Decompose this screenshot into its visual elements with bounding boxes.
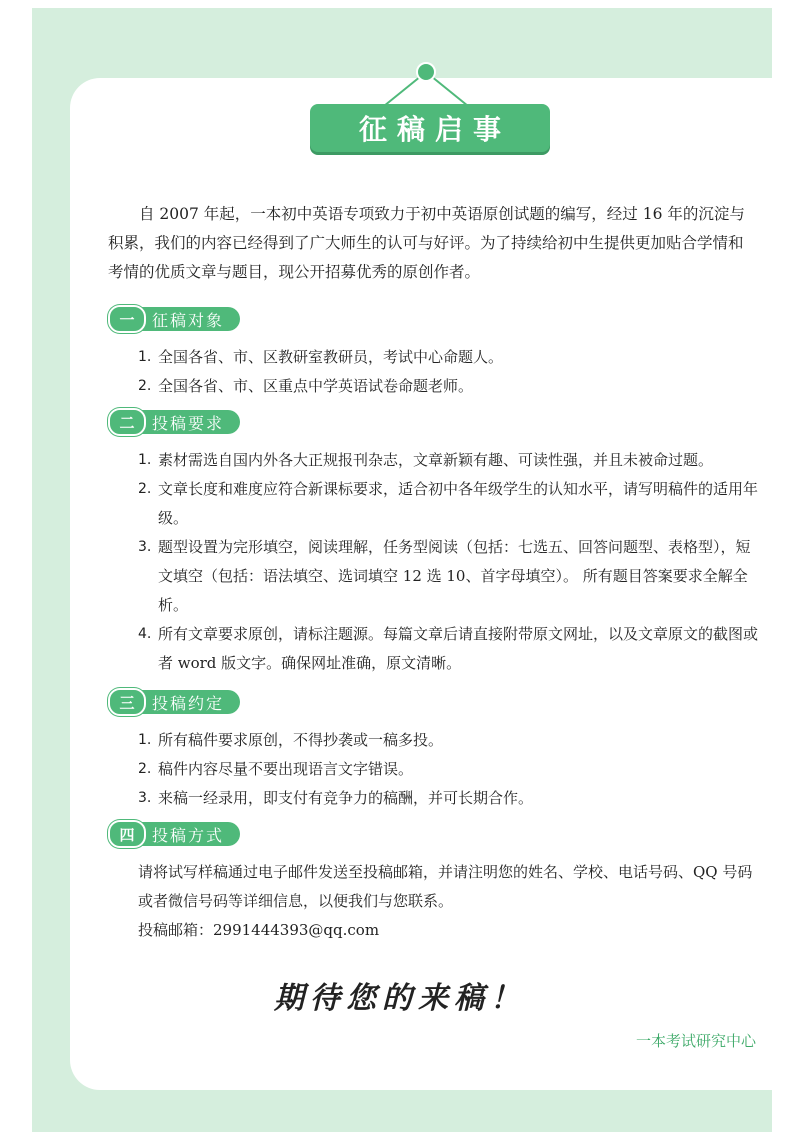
item-number: 1.	[138, 349, 152, 365]
title-banner	[310, 104, 550, 152]
section-header	[108, 305, 758, 333]
list-item	[108, 620, 758, 678]
section-number-badge: 三	[108, 688, 146, 716]
list-item	[108, 372, 758, 401]
list-item	[108, 755, 758, 784]
list-item	[108, 533, 758, 620]
intro-paragraph: 自 2007 年起，一本初中英语专项致力于初中英语原创试题的编写，经过 16 年的沉淀与积累，我们的内容已经得到了广大师生的认可与好评。为了持续给初中生提供更加贴合学情和考情的优质文章与题目，现公开招募优秀的原创作者。	[108, 205, 745, 281]
section-title: 投稿要求	[142, 410, 240, 434]
item-text: 稿件内容尽量不要出现语言文字错误。	[158, 760, 414, 778]
item-text: 所有稿件要求原创，不得抄袭或一稿多投。	[158, 731, 444, 749]
item-text: 全国各省、市、区教研室教研员，考试中心命题人。	[158, 348, 504, 366]
submission-paragraph: 请将试写样稿通过电子邮件发送至投稿邮箱，并请注明您的姓名、学校、电话号码、QQ 号码或者微信号码等详细信息，以便我们与您联系。	[138, 863, 753, 910]
item-text: 来稿一经录用，即支付有竞争力的稿酬，并可长期合作。	[158, 789, 534, 807]
list-item	[108, 475, 758, 533]
page-title: 征稿启事	[358, 113, 511, 146]
section-number-badge: 四	[108, 820, 146, 848]
item-text: 所有文章要求原创，请标注题源。每篇文章后请直接附带原文网址，以及文章原文的截图或者 word 版文字。确保网址准确，原文清晰。	[158, 625, 759, 672]
item-number: 4.	[138, 626, 152, 642]
item-number: 2.	[138, 761, 152, 777]
list-item	[108, 726, 758, 755]
section-submission	[108, 820, 758, 945]
closing-slogan: 期待您的来稿！	[274, 981, 526, 1016]
section-header	[108, 820, 758, 848]
item-text: 文章长度和难度应符合新课标要求，适合初中各年级学生的认知水平，请写明稿件的适用年级。	[158, 480, 759, 527]
section-title: 投稿约定	[142, 690, 240, 714]
item-number: 2.	[138, 378, 152, 394]
item-number: 3.	[138, 539, 152, 555]
item-number: 1.	[138, 452, 152, 468]
list-item	[108, 784, 758, 813]
section-agreement	[108, 688, 758, 813]
item-number: 1.	[138, 732, 152, 748]
section-targets	[108, 305, 758, 401]
section-number-badge: 二	[108, 408, 146, 436]
section-title: 投稿方式	[142, 822, 240, 846]
item-text: 素材需选自国内外各大正规报刊杂志，文章新颖有趣、可读性强，并且未被命过题。	[158, 451, 714, 469]
list-item	[108, 446, 758, 475]
signature: 一本考试研究中心	[635, 1032, 756, 1050]
section-title: 征稿对象	[142, 307, 240, 331]
section-header	[108, 408, 758, 436]
item-text: 题型设置为完形填空，阅读理解，任务型阅读（包括：七选五、回答问题型、表格型），短文填空（包括：语法填空、选词填空 12 选 10、首字母填空）。 所有题目答案要求全解全析。	[158, 538, 751, 614]
section-requirements	[108, 408, 758, 678]
section-header	[108, 688, 758, 716]
section-number-badge: 一	[108, 305, 146, 333]
item-number: 2.	[138, 481, 152, 497]
item-text: 全国各省、市、区重点中学英语试卷命题老师。	[158, 377, 474, 395]
item-number: 3.	[138, 790, 152, 806]
submission-email: 投稿邮箱：2991444393@qq.com	[138, 921, 380, 939]
list-item	[108, 343, 758, 372]
